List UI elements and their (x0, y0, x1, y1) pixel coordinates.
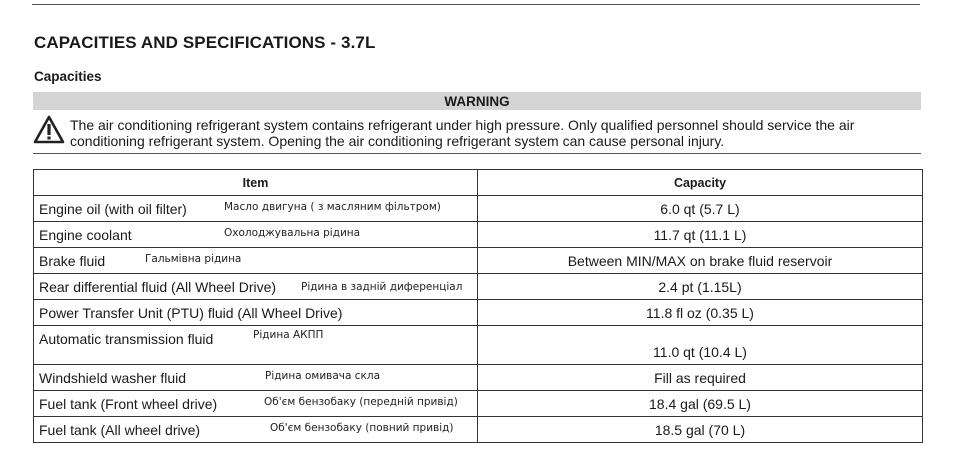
translation-note: Рідина в задній диференціал (301, 281, 463, 293)
warning-box (33, 113, 921, 154)
translation-note: Рідина АКПП (253, 329, 324, 341)
table-row (34, 300, 923, 326)
table-row (34, 365, 923, 391)
item-cell (34, 417, 478, 443)
capacity-cell: 11.0 qt (10.4 L) (478, 326, 923, 365)
item-cell (34, 196, 478, 222)
warning-triangle-icon (33, 115, 65, 145)
capacity-column-header: Capacity (478, 170, 923, 196)
item-cell (34, 365, 478, 391)
top-divider (32, 4, 920, 5)
item-label: Engine coolant (39, 227, 132, 243)
warning-header: WARNING (33, 92, 921, 110)
table-header-row (34, 170, 923, 196)
capacity-cell: 2.4 pt (1.15L) (478, 274, 923, 300)
capacities-table (33, 169, 923, 443)
translation-note: Об'єм бензобаку (передній привід) (264, 396, 458, 408)
item-label: Fuel tank (Front wheel drive) (39, 396, 218, 412)
item-label: Windshield washer fluid (39, 370, 187, 386)
table-row (34, 326, 923, 365)
item-cell (34, 248, 478, 274)
capacity-cell: 18.4 gal (69.5 L) (478, 391, 923, 417)
item-label: Engine oil (with oil filter) (39, 201, 187, 217)
capacity-cell: 6.0 qt (5.7 L) (478, 196, 923, 222)
table-row (34, 248, 923, 274)
translation-note: Об'єм бензобаку (повний привід) (270, 422, 454, 434)
translation-note: Охолоджувальна рідина (224, 227, 361, 239)
item-cell (34, 300, 478, 326)
item-label: Brake fluid (39, 253, 106, 269)
table-row (34, 391, 923, 417)
capacity-cell: 18.5 gal (70 L) (478, 417, 923, 443)
table-row (34, 417, 923, 443)
item-column-header: Item (34, 170, 478, 196)
table-row (34, 222, 923, 248)
item-cell (34, 222, 478, 248)
item-label: Rear differential fluid (All Wheel Drive) (39, 279, 277, 295)
capacity-cell: Fill as required (478, 365, 923, 391)
section-title: Capacities (34, 69, 102, 84)
capacity-cell: 11.7 qt (11.1 L) (478, 222, 923, 248)
item-cell (34, 391, 478, 417)
item-cell (34, 326, 478, 365)
page-title: CAPACITIES AND SPECIFICATIONS - 3.7L (34, 33, 376, 52)
item-label: Automatic transmission fluid (39, 331, 214, 347)
capacity-cell: 11.8 fl oz (0.35 L) (478, 300, 923, 326)
table-row (34, 274, 923, 300)
item-cell (34, 274, 478, 300)
capacity-cell: Between MIN/MAX on brake fluid reservoir (478, 248, 923, 274)
item-label: Power Transfer Unit (PTU) fluid (All Wheel Drive) (39, 305, 343, 321)
item-label: Fuel tank (All wheel drive) (39, 422, 201, 438)
translation-note: Масло двигуна ( з масляним фільтром) (224, 201, 441, 213)
table-row (34, 196, 923, 222)
translation-note: Гальмівна рідина (145, 253, 242, 265)
translation-note: Рідина омивача скла (265, 370, 380, 382)
warning-text: The air conditioning refrigerant system contains refrigerant under high pressure. Only qualified personnel should service the air conditioning refrigerant system. Opening the air conditioning refrigerant system can cause personal injury. (70, 117, 855, 149)
